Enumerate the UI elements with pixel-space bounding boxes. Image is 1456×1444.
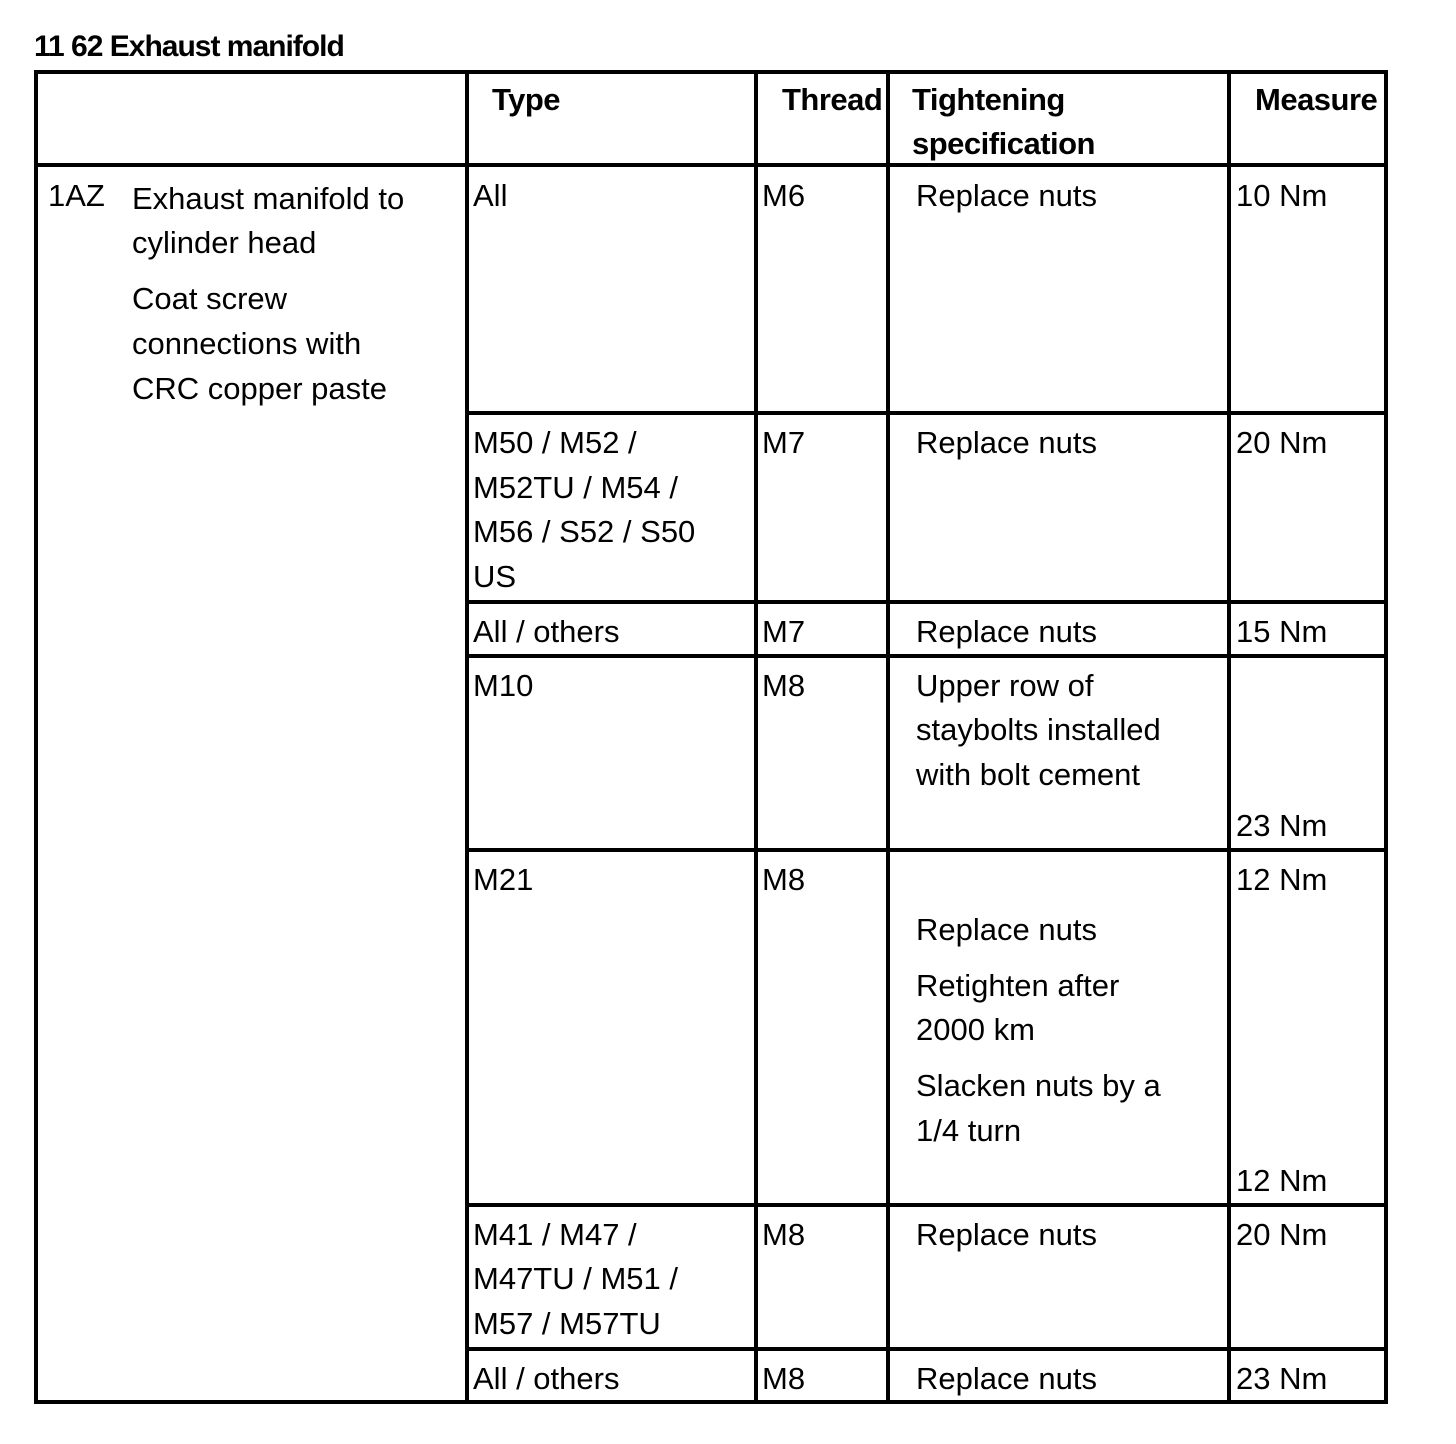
- spec-cell: Replace nuts: [916, 614, 1097, 649]
- measure-cell: 20 Nm: [1236, 1217, 1328, 1252]
- header-divider: [34, 163, 1388, 167]
- type-cell: M52TU / M54 /: [473, 470, 678, 505]
- row-divider: [465, 654, 1388, 658]
- spec-cell: Replace nuts: [916, 1217, 1097, 1252]
- spec-cell: Retighten after: [916, 968, 1120, 1003]
- spec-cell: Replace nuts: [916, 912, 1097, 947]
- spec-cell: Replace nuts: [916, 178, 1097, 213]
- thread-cell: M8: [762, 668, 806, 703]
- header-measure: Measure: [1255, 82, 1378, 117]
- thread-cell: M8: [762, 862, 806, 897]
- spec-cell: Replace nuts: [916, 1361, 1097, 1396]
- thread-cell: M7: [762, 614, 806, 649]
- component-name: cylinder head: [132, 225, 317, 260]
- type-cell: All / others: [473, 614, 620, 649]
- measure-cell: 15 Nm: [1236, 614, 1328, 649]
- type-cell: M50 / M52 /: [473, 425, 637, 460]
- row-divider: [465, 1203, 1388, 1207]
- thread-cell: M8: [762, 1361, 806, 1396]
- spec-cell: 1/4 turn: [916, 1113, 1022, 1148]
- thread-cell: M8: [762, 1217, 806, 1252]
- component-note: CRC copper paste: [132, 371, 388, 406]
- row-divider: [465, 600, 1388, 604]
- thread-cell: M7: [762, 425, 806, 460]
- measure-cell: 23 Nm: [1236, 808, 1328, 843]
- component-code: 1AZ: [48, 178, 105, 213]
- type-cell: M57 / M57TU: [473, 1306, 661, 1341]
- spec-cell: Slacken nuts by a: [916, 1068, 1161, 1103]
- type-cell: M41 / M47 /: [473, 1217, 637, 1252]
- type-cell: M21: [473, 862, 534, 897]
- row-divider: [465, 848, 1388, 852]
- header-spec-line2: specification: [912, 126, 1095, 161]
- component-note: connections with: [132, 326, 362, 361]
- header-type: Type: [492, 82, 561, 117]
- header-spec-line1: Tightening: [912, 82, 1065, 117]
- measure-cell: 12 Nm: [1236, 862, 1328, 897]
- row-divider: [465, 1347, 1388, 1351]
- row-divider: [465, 411, 1388, 415]
- type-cell: US: [473, 559, 517, 594]
- type-cell: M56 / S52 / S50: [473, 514, 696, 549]
- header-thread: Thread: [782, 82, 883, 117]
- spec-cell: with bolt cement: [916, 757, 1140, 792]
- type-cell: M10: [473, 668, 534, 703]
- component-name: Exhaust manifold to: [132, 181, 405, 216]
- spec-cell: staybolts installed: [916, 712, 1161, 747]
- type-cell: All: [473, 178, 508, 213]
- spec-cell: 2000 km: [916, 1012, 1035, 1047]
- measure-cell: 20 Nm: [1236, 425, 1328, 460]
- type-cell: M47TU / M51 /: [473, 1261, 678, 1296]
- thread-cell: M6: [762, 178, 806, 213]
- component-note: Coat screw: [132, 281, 288, 316]
- spec-cell: Upper row of: [916, 668, 1094, 703]
- measure-cell: 23 Nm: [1236, 1361, 1328, 1396]
- type-cell: All / others: [473, 1361, 620, 1396]
- page-title: 11 62 Exhaust manifold: [34, 30, 344, 63]
- measure-cell: 12 Nm: [1236, 1163, 1328, 1198]
- spec-cell: Replace nuts: [916, 425, 1097, 460]
- measure-cell: 10 Nm: [1236, 178, 1328, 213]
